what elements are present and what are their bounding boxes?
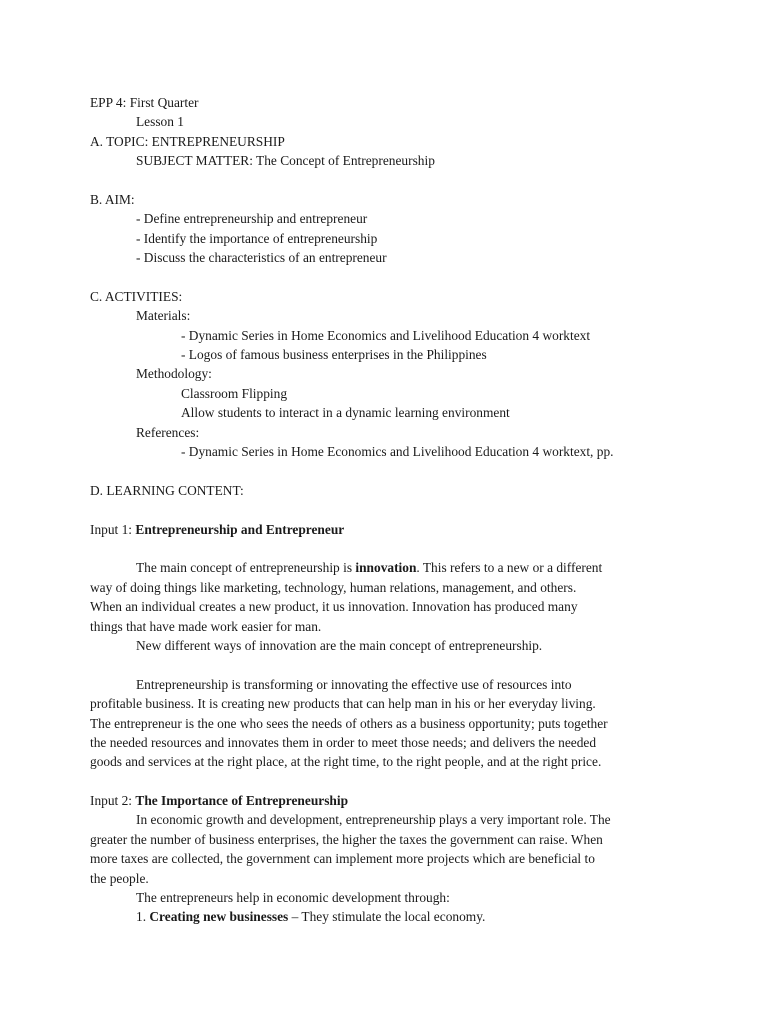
text-run: The main concept of entrepreneurship is (136, 560, 356, 576)
methodology-item: Allow students to interact in a dynamic learning environment (181, 405, 510, 421)
input1-prefix: Input 1: (90, 521, 136, 537)
lesson-number: Lesson 1 (136, 114, 184, 130)
spacer (90, 500, 690, 519)
paragraph-line: the people. (90, 870, 149, 886)
learning-content-heading: D. LEARNING CONTENT: (90, 482, 244, 498)
paragraph-line: goods and services at the right place, at the right time, to the right people, and at the right price. (90, 754, 602, 770)
paragraph-line: more taxes are collected, the government can implement more projects which are beneficial to (90, 851, 595, 867)
input2-title: The Importance of Entrepreneurship (135, 793, 349, 809)
innovation-keyword: innovation (355, 560, 417, 576)
paragraph-line: Entrepreneurship is transforming or innovating the effective use of resources into (136, 676, 572, 692)
input1-heading (90, 520, 690, 539)
list-number: 1. (136, 909, 150, 925)
methodology-item: Classroom Flipping (181, 385, 288, 401)
paragraph-line: things that have made work easier for man. (90, 618, 322, 634)
spacer (90, 171, 690, 190)
spacer (90, 539, 690, 558)
input1-paragraph-first-line (90, 558, 690, 577)
paragraph-line: greater the number of business enterprises, the higher the taxes the government can raise. When (90, 831, 603, 847)
aim-item: - Define entrepreneurship and entrepreneur (136, 211, 368, 227)
references-item: - Dynamic Series in Home Economics and Livelihood Education 4 worktext, pp. (181, 444, 614, 460)
document-page (90, 93, 690, 927)
text-run: . This refers to a new or a different (416, 560, 603, 576)
paragraph-line: way of doing things like marketing, technology, human relations, management, and others. (90, 579, 577, 595)
paragraph-line: When an individual creates a new product, it us innovation. Innovation has produced many (90, 599, 578, 615)
spacer (90, 268, 690, 287)
aim-item: - Discuss the characteristics of an entrepreneur (136, 250, 387, 266)
course-heading: EPP 4: First Quarter (90, 95, 199, 110)
topic-heading: A. TOPIC: ENTREPRENEURSHIP (90, 133, 285, 149)
paragraph-line: profitable business. It is creating new products that can help man in his or her everyday living. (90, 696, 596, 712)
paragraph-line: the needed resources and innovates them in order to meet those needs; and delivers the needed (90, 734, 597, 750)
paragraph-line: The entrepreneur is the one who sees the needs of others as a business opportunity; puts together (90, 715, 608, 731)
methodology-label: Methodology: (136, 366, 212, 382)
spacer (90, 655, 690, 674)
activities-heading: C. ACTIVITIES: (90, 288, 183, 304)
list-item-text: – They stimulate the local economy. (288, 909, 486, 925)
list-item-title: Creating new businesses (149, 909, 289, 925)
materials-label: Materials: (136, 308, 191, 324)
paragraph-line: The entrepreneurs help in economic development through: (136, 890, 450, 906)
materials-item: - Logos of famous business enterprises in the Philippines (181, 347, 487, 363)
paragraph-line: In economic growth and development, entrepreneurship plays a very important role. The (136, 812, 611, 828)
spacer (90, 772, 690, 791)
input2-heading (90, 791, 690, 810)
subject-matter: SUBJECT MATTER: The Concept of Entrepreneurship (136, 153, 435, 169)
references-label: References: (136, 424, 200, 440)
list-item (90, 907, 690, 926)
materials-item: - Dynamic Series in Home Economics and Livelihood Education 4 worktext (181, 327, 591, 343)
aim-heading: B. AIM: (90, 191, 135, 207)
paragraph-line: New different ways of innovation are the main concept of entrepreneurship. (136, 637, 543, 653)
aim-item: - Identify the importance of entrepreneurship (136, 230, 378, 246)
input1-title: Entrepreneurship and Entrepreneur (135, 521, 345, 537)
spacer (90, 461, 690, 480)
input2-prefix: Input 2: (90, 793, 136, 809)
